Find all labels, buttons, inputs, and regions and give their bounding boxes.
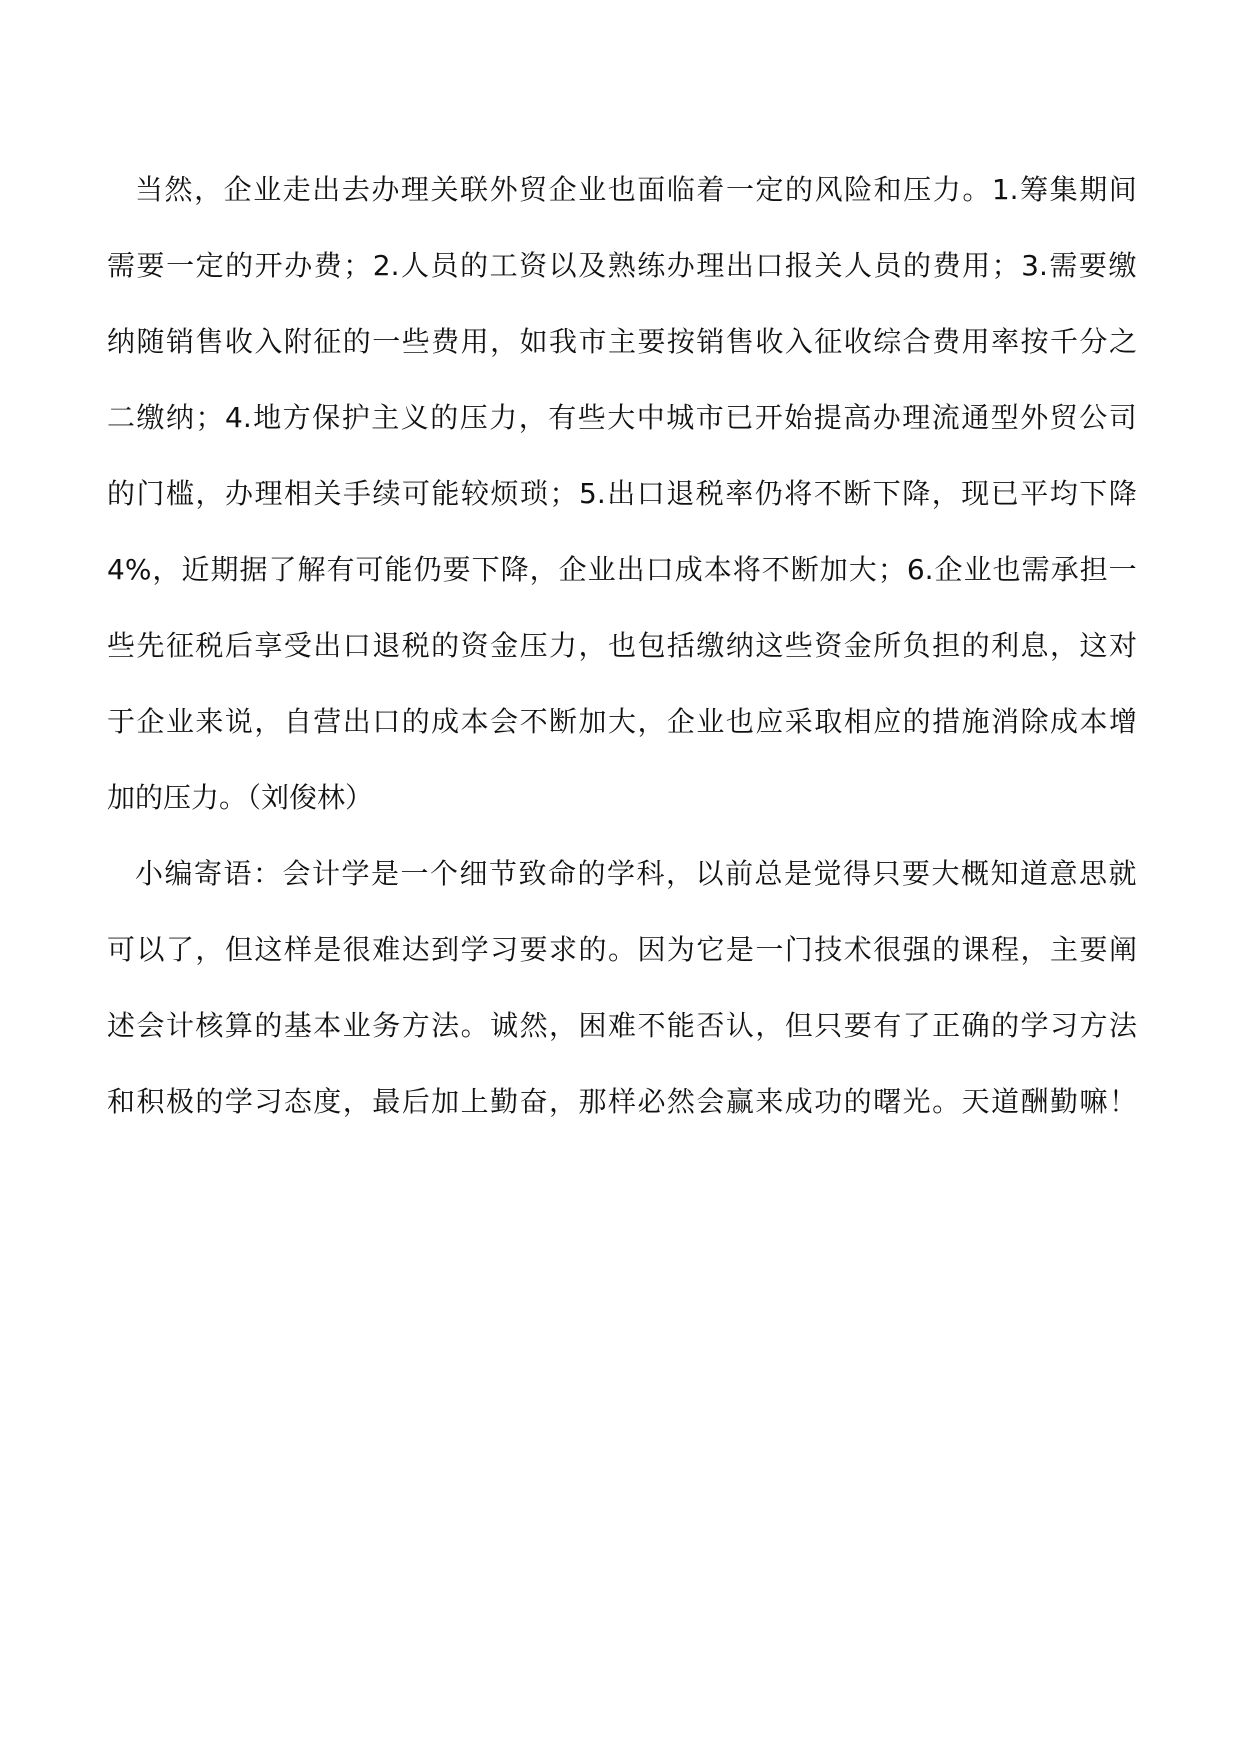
text-line: 纳 随 销 售 收 入 附 征 的 一 些 费 用 ， 如 我 市 主 要 按 销 售 收 入 征 收 综 合 费 用 率 按 千 分 之	[107, 325, 1137, 358]
text-line: 当 然 ， 企 业 走 出 去 办 理 关 联 外 贸 企 业 也 面 临 着 一 定 的 风 险 和 压 力 。 1. 筹 集 期 间	[135, 173, 1137, 206]
text-line: 4% ， 近 期 据 了 解 有 可 能 仍 要 下 降 ， 企 业 出 口 成 本 将 不 断 加 大 ； 6. 企 业 也 需 承 担 一	[107, 553, 1137, 586]
text-line: 小 编 寄 语 ： 会 计 学 是 一 个 细 节 致 命 的 学 科 ， 以 前 总 是 觉 得 只 要 大 概 知 道 意 思 就	[135, 857, 1137, 890]
text-line: 加的压力。（刘俊林）	[107, 781, 374, 814]
text-line: 需 要 一 定 的 开 办 费 ； 2. 人 员 的 工 资 以 及 熟 练 办 理 出 口 报 关 人 员 的 费 用 ； 3. 需 要 缴	[107, 249, 1137, 282]
text-line: 可 以 了 ， 但 这 样 是 很 难 达 到 学 习 要 求 的 。 因 为 它 是 一 门 技 术 很 强 的 课 程 ， 主 要 阐	[107, 933, 1137, 966]
text-line: 些 先 征 税 后 享 受 出 口 退 税 的 资 金 压 力 ， 也 包 括 缴 纳 这 些 资 金 所 负 担 的 利 息 ， 这 对	[107, 629, 1137, 662]
text-line: 于 企 业 来 说 ， 自 营 出 口 的 成 本 会 不 断 加 大 ， 企 业 也 应 采 取 相 应 的 措 施 消 除 成 本 增	[107, 705, 1137, 738]
text-line: 述 会 计 核 算 的 基 本 业 务 方 法 。 诚 然 ， 困 难 不 能 否 认 ， 但 只 要 有 了 正 确 的 学 习 方 法	[107, 1009, 1137, 1042]
text-line: 二 缴 纳 ； 4. 地 方 保 护 主 义 的 压 力 ， 有 些 大 中 城 市 已 开 始 提 高 办 理 流 通 型 外 贸 公 司	[107, 401, 1137, 434]
text-line: 和 积 极 的 学 习 态 度 ， 最 后 加 上 勤 奋 ， 那 样 必 然 会 赢 来 成 功 的 曙 光 。 天 道 酬 勤 嘛 ！	[107, 1085, 1137, 1118]
text-line: 的 门 槛 ， 办 理 相 关 手 续 可 能 较 烦 琐 ； 5. 出 口 退 税 率 仍 将 不 断 下 降 ， 现 已 平 均 下 降	[107, 477, 1137, 510]
